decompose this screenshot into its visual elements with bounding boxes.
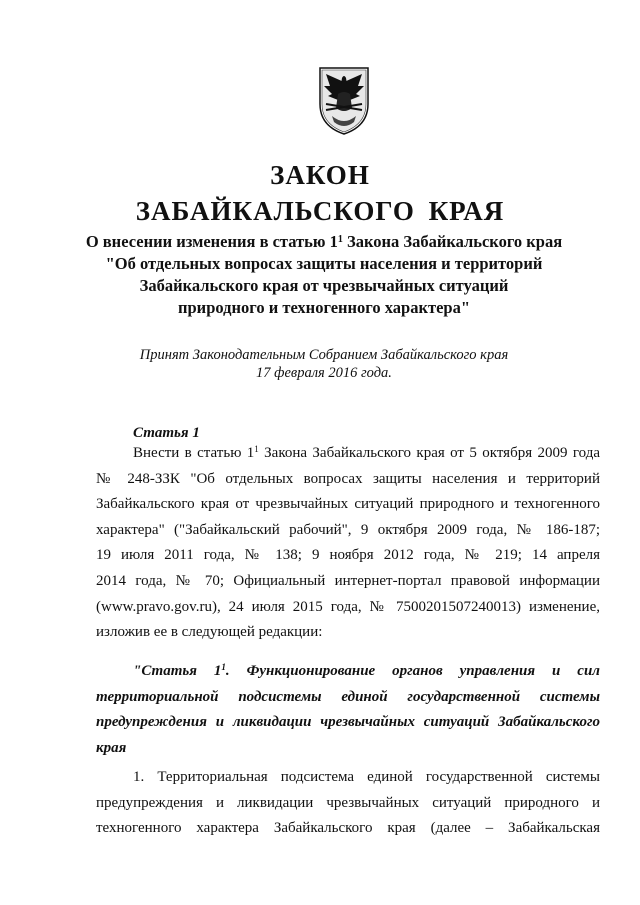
- law-subtitle: [40, 231, 608, 319]
- adoption-line1: Принят Законодательным Собранием Забайкальского края: [139, 347, 509, 363]
- paragraph-line: 19 июля 2011 года, № 138; 9 ноября 2012 года, № 219; 14 апреля: [96, 547, 600, 564]
- paragraph-line: предупреждения и ликвидации чрезвычайных ситуаций природного и: [96, 794, 600, 811]
- paragraph-line: территориальной подсистемы единой государственной системы: [96, 688, 600, 705]
- paragraph-text: . Функционирование органов управления и сил: [225, 663, 600, 679]
- article-paragraph-3: [96, 765, 600, 842]
- subtitle-line1: [40, 231, 608, 253]
- paragraph-line: техногенного характера Забайкальского края (далее – Забайкальская: [96, 820, 600, 837]
- law-title-line2: ЗАБАЙКАЛЬСКОГО КРАЯ: [135, 196, 505, 226]
- paragraph-text: Внести в статью 1: [133, 445, 255, 461]
- paragraph-line: № 248-ЗЗК "Об отдельных вопросах защиты населения и территорий: [96, 470, 600, 487]
- subtitle-line2: "Об отдельных вопросах защиты населения и территорий: [105, 254, 543, 273]
- paragraph-superscript: 1: [221, 662, 226, 672]
- paragraph-line: характера" ("Забайкальский рабочий", 9 октября 2009 года, № 186-187;: [96, 521, 600, 538]
- paragraph-superscript: 1: [254, 444, 259, 454]
- law-title-line1: ЗАКОН: [270, 160, 370, 190]
- paragraph-line: 2014 года, № 70; Официальный интернет-портал правовой информации: [96, 572, 600, 589]
- paragraph-line: предупреждения и ликвидации чрезвычайных ситуаций Забайкальского: [96, 714, 600, 731]
- paragraph-line: края: [96, 739, 127, 756]
- article-heading: Статья 1: [133, 425, 200, 441]
- adoption-note: [40, 346, 608, 382]
- quoted-article-title: [96, 659, 600, 761]
- paragraph-line: Забайкальского края от чрезвычайных ситуаций природного и техногенного: [96, 496, 600, 513]
- adoption-date: 17 февраля 2016 года.: [256, 365, 392, 381]
- paragraph-line: [96, 441, 600, 467]
- paragraph-text: Закона Забайкальского края от 5 октября 2009 года: [258, 445, 600, 461]
- paragraph-text: "Статья 1: [133, 663, 222, 679]
- paragraph-line: изложив ее в следующей редакции:: [96, 624, 323, 641]
- article-paragraph-1: [96, 441, 600, 646]
- subtitle-line3: Забайкальского края от чрезвычайных ситуаций: [139, 276, 509, 295]
- subtitle-line4: природного и техногенного характера": [178, 298, 470, 317]
- subtitle-superscript: 1: [337, 234, 343, 245]
- paragraph-line: (www.pravo.gov.ru), 24 июля 2015 года, № 7500201507240013) изменение,: [96, 598, 600, 615]
- subtitle-line1-text: О внесении изменения в статью 1: [85, 232, 338, 251]
- coat-of-arms-icon: [316, 64, 372, 136]
- paragraph-line: 1. Территориальная подсистема единой государственной системы: [133, 769, 600, 785]
- paragraph-line: [96, 659, 600, 685]
- subtitle-line1-text-end: Закона Забайкальского края: [342, 232, 563, 251]
